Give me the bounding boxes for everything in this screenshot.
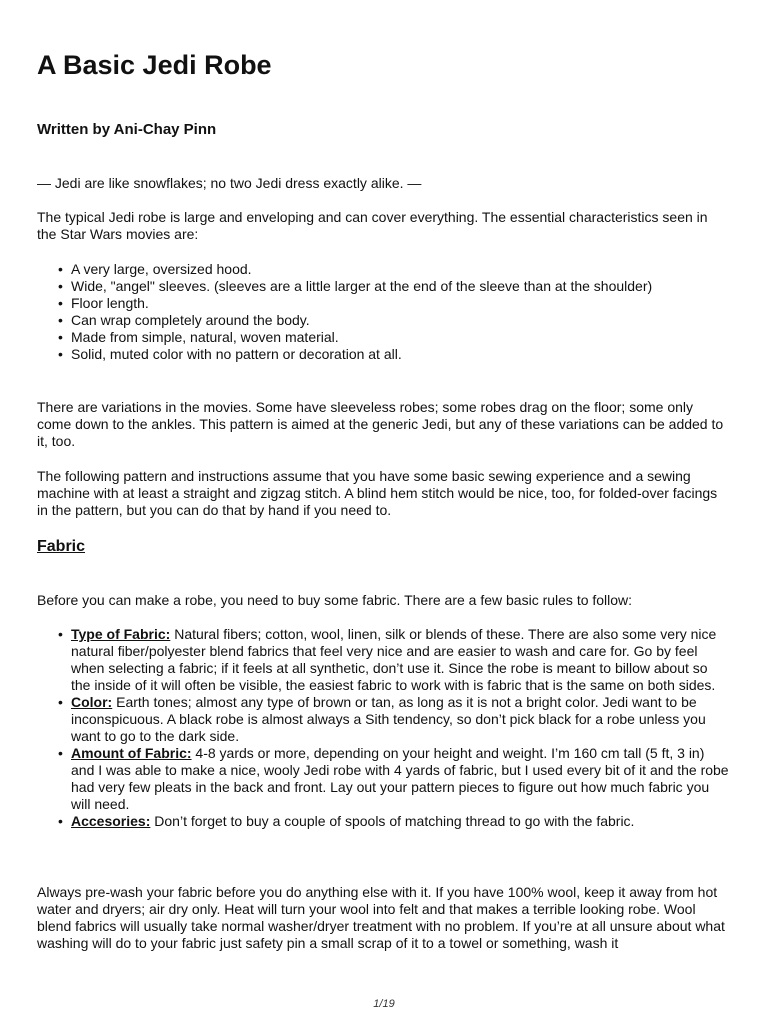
list-item: • Solid, muted color with no pattern or decoration at all. — [58, 346, 402, 362]
characteristics-list — [37, 261, 729, 363]
intro-paragraph: The typical Jedi robe is large and enveloping and can cover everything. The essential characteristics seen in the Star Wars movies are: — [37, 209, 708, 242]
list-item: • Made from simple, natural, woven material. — [58, 329, 339, 345]
assumptions-paragraph: The following pattern and instructions assume that you have some basic sewing experience and a sewing machine with at least a straight and zigzag stitch. A blind hem stitch would be nice, too, for folded-over facings in the pattern, but you can do that by hand if you need to. — [37, 468, 718, 518]
list-item: • A very large, oversized hood. — [58, 261, 252, 277]
page-number: 1/19 — [373, 998, 395, 1010]
prewash-paragraph: Always pre-wash your fabric before you do anything else with it. If you have 100% wool, keep it away from hot water and dryers; air dry only. Heat will turn your wool into felt and that makes a terrible looking robe. Wool blend fabrics will usually take normal washer/dryer treatment with no problem. If you’re at all unsure about what washing will do to your fabric just safety pin a small scrap of it to a towel or something, wash it — [37, 884, 725, 951]
fabric-intro-paragraph: Before you can make a robe, you need to buy some fabric. There are a few basic rules to follow: — [37, 592, 633, 608]
rule-term: Amount of Fabric: — [71, 745, 192, 761]
document-title: A Basic Jedi Robe — [37, 50, 272, 80]
rule-term: Accesories: — [71, 813, 151, 829]
list-item: • Can wrap completely around the body. — [58, 312, 310, 328]
rule-term: Type of Fabric: — [71, 626, 171, 642]
list-item: • Type of Fabric: Natural fibers; cotton, wool, linen, silk or blends of these. There are also some very nice natural fiber/polyester blend fabrics that feel very nice and are easier to wash and care for. Go by feel when selecting a fabric; if it feels at all synthetic, don’t use it. Since the robe is meant to billow about so the inside of it will often be visible, the easiest fabric to work with is fabric that is the same on both sides. — [58, 626, 717, 693]
list-item: • Floor length. — [58, 295, 149, 311]
quote-line: — Jedi are like snowflakes; no two Jedi dress exactly alike. — — [37, 175, 422, 191]
fabric-rules-list — [37, 626, 729, 830]
author-line: Written by Ani-Chay Pinn — [37, 121, 217, 138]
fabric-heading: Fabric — [37, 538, 86, 555]
rule-term: Color: — [71, 694, 113, 710]
variations-paragraph: There are variations in the movies. Some have sleeveless robes; some robes drag on the floor; some only come down to the ankles. This pattern is aimed at the generic Jedi, but any of these variations can be added to it, too. — [37, 399, 724, 449]
list-item: • Wide, "angel" sleeves. (sleeves are a little larger at the end of the sleeve than at the shoulder) — [58, 278, 653, 294]
list-item: • Accesories: Don’t forget to buy a couple of spools of matching thread to go with the fabric. — [58, 813, 635, 829]
list-item: • Amount of Fabric: 4-8 yards or more, depending on your height and weight. I’m 160 cm tall (5 ft, 3 in) and I was able to make a nice, wooly Jedi robe with 4 yards of fabric, but I used every bit of it and the robe had very few pleats in the back and front. Lay out your pattern pieces to figure out how much fabric you will need. — [58, 745, 729, 812]
list-item: • Color: Earth tones; almost any type of brown or tan, as long as it is not a bright color. Jedi want to be inconspicuous. A black robe is almost always a Sith tendency, so don’t pick black for a robe unless you want to go to the dark side. — [58, 694, 706, 744]
